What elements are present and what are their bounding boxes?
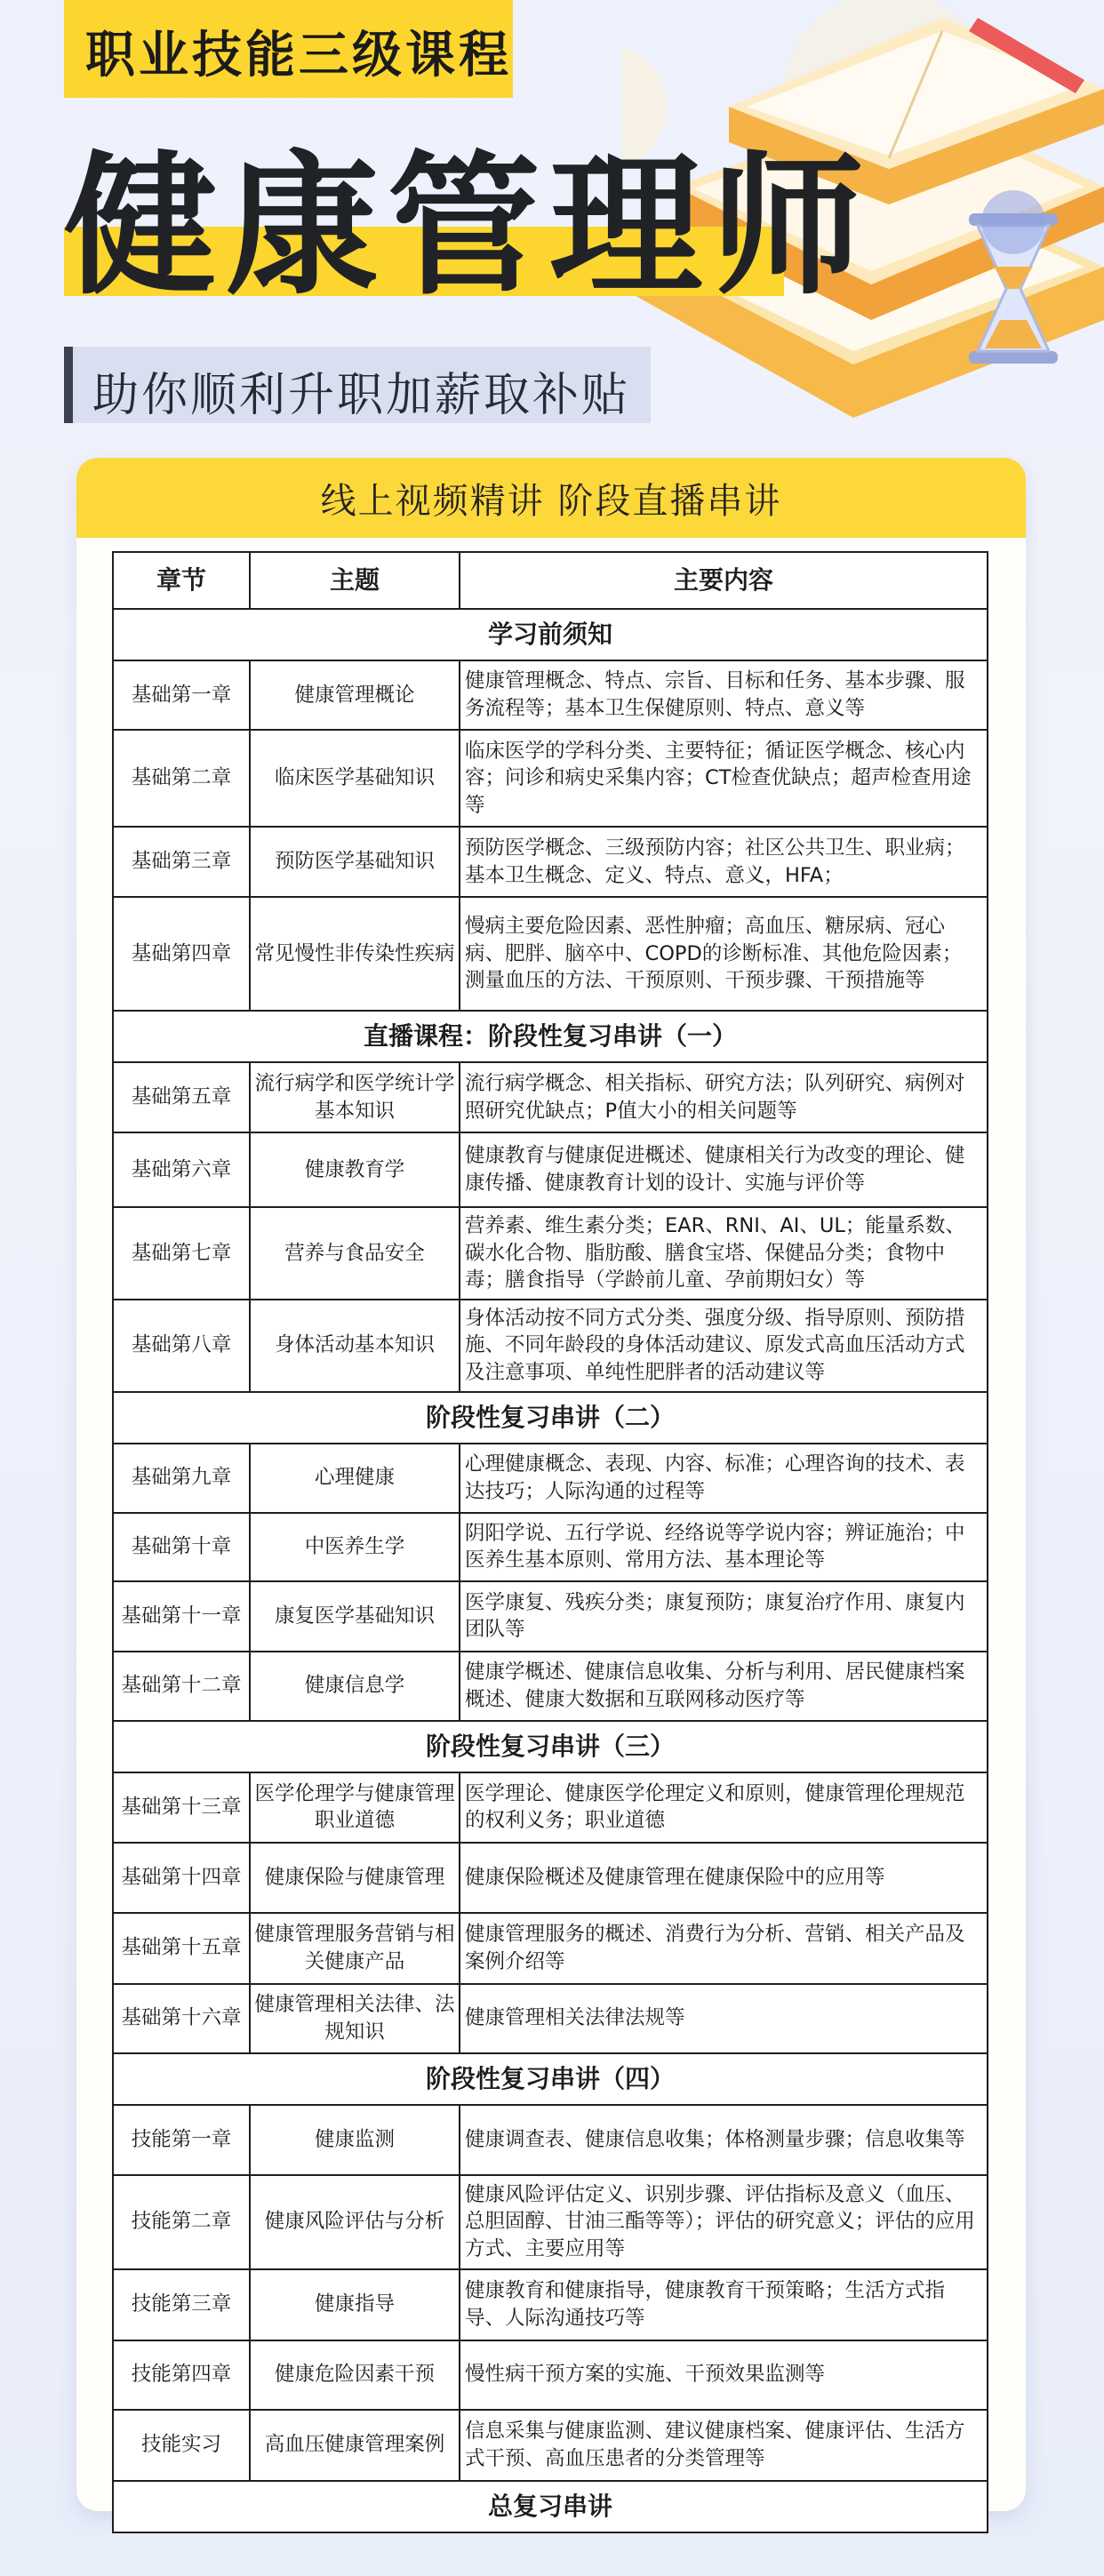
section-row	[113, 2481, 988, 2532]
content-cell: 心理健康概念、表现、内容、标准；心理咨询的技术、表达技巧；人际沟通的过程等	[460, 1444, 988, 1513]
topic-cell: 心理健康	[250, 1444, 460, 1513]
section-title: 阶段性复习串讲（三）	[113, 1721, 988, 1772]
chapter-cell: 技能第三章	[113, 2269, 250, 2340]
section-title: 阶段性复习串讲（四）	[113, 2053, 988, 2105]
chapter-cell: 基础第十一章	[113, 1581, 250, 1652]
topic-cell: 中医养生学	[250, 1513, 460, 1581]
topic-cell: 健康管理服务营销与相关健康产品	[250, 1913, 460, 1984]
section-row	[113, 2053, 988, 2105]
chapter-cell: 基础第十六章	[113, 1984, 250, 2053]
content-cell: 健康学概述、健康信息收集、分析与利用、居民健康档案概述、健康大数据和互联网移动医疗等	[460, 1652, 988, 1721]
table-row	[113, 2410, 988, 2481]
topic-cell: 健康管理概论	[250, 660, 460, 730]
topic-cell: 健康教育学	[250, 1132, 460, 1207]
table-row	[113, 2175, 988, 2269]
course-table	[112, 551, 988, 2533]
chapter-cell: 基础第七章	[113, 1207, 250, 1300]
topic-cell: 健康监测	[250, 2105, 460, 2175]
chapter-cell: 基础第十五章	[113, 1913, 250, 1984]
header-topic: 主题	[250, 552, 460, 609]
topic-cell: 高血压健康管理案例	[250, 2410, 460, 2481]
section-row	[113, 1011, 988, 1062]
topic-cell: 康复医学基础知识	[250, 1581, 460, 1652]
card-heading: 线上视频精讲 阶段直播串讲	[320, 480, 782, 522]
table-row	[113, 2269, 988, 2340]
chapter-cell: 基础第八章	[113, 1300, 250, 1392]
chapter-cell: 基础第十二章	[113, 1652, 250, 1721]
chapter-cell: 技能实习	[113, 2410, 250, 2481]
content-cell: 健康教育与健康促进概述、健康相关行为改变的理论、健康传播、健康教育计划的设计、实施与评价等	[460, 1132, 988, 1207]
content-cell: 慢病主要危险因素、恶性肿瘤；高血压、糖尿病、冠心病、肥胖、脑卒中、COPD的诊断标准、其他危险因素；测量血压的方法、干预原则、干预步骤、干预措施等	[460, 897, 988, 1011]
section-title: 学习前须知	[113, 609, 988, 660]
table-row	[113, 660, 988, 730]
topic-cell: 健康指导	[250, 2269, 460, 2340]
content-cell: 营养素、维生素分类；EAR、RNI、AI、UL；能量系数、碳水化合物、脂肪酸、膳食宝塔、保健品分类；食物中毒；膳食指导（学龄前儿童、孕前期妇女）等	[460, 1207, 988, 1300]
content-cell: 健康管理服务的概述、消费行为分析、营销、相关产品及案例介绍等	[460, 1913, 988, 1984]
topic-cell: 健康信息学	[250, 1652, 460, 1721]
topic-cell: 身体活动基本知识	[250, 1300, 460, 1392]
table-row	[113, 1652, 988, 1721]
content-cell: 信息采集与健康监测、建议健康档案、健康评估、生活方式干预、高血压患者的分类管理等	[460, 2410, 988, 2481]
table-row	[113, 1207, 988, 1300]
table-row	[113, 1843, 988, 1913]
content-cell: 流行病学概念、相关指标、研究方法；队列研究、病例对照研究优缺点；P值大小的相关问题等	[460, 1062, 988, 1132]
table-row	[113, 1772, 988, 1843]
topic-cell: 营养与食品安全	[250, 1207, 460, 1300]
section-title: 阶段性复习串讲（二）	[113, 1392, 988, 1444]
content-cell: 健康管理相关法律法规等	[460, 1984, 988, 2053]
section-row	[113, 1721, 988, 1772]
topic-cell: 健康风险评估与分析	[250, 2175, 460, 2269]
chapter-cell: 基础第二章	[113, 730, 250, 827]
chapter-cell: 技能第二章	[113, 2175, 250, 2269]
content-cell: 医学康复、残疾分类；康复预防；康复治疗作用、康复内团队等	[460, 1581, 988, 1652]
table-row	[113, 1132, 988, 1207]
section-title: 直播课程：阶段性复习串讲（一）	[113, 1011, 988, 1062]
content-cell: 健康风险评估定义、识别步骤、评估指标及意义（血压、总胆固醇、甘油三酯等等）；评估的研究意义；评估的应用方式、主要应用等	[460, 2175, 988, 2269]
content-cell: 健康管理概念、特点、宗旨、目标和任务、基本步骤、服务流程等；基本卫生保健原则、特点、意义等	[460, 660, 988, 730]
topic-cell: 医学伦理学与健康管理职业道德	[250, 1772, 460, 1843]
chapter-cell: 基础第九章	[113, 1444, 250, 1513]
subtitle-accent-bar	[64, 347, 73, 423]
chapter-cell: 基础第十三章	[113, 1772, 250, 1843]
content-cell: 慢性病干预方案的实施、干预效果监测等	[460, 2340, 988, 2410]
chapter-cell: 技能第一章	[113, 2105, 250, 2175]
chapter-cell: 基础第十四章	[113, 1843, 250, 1913]
chapter-cell: 基础第一章	[113, 660, 250, 730]
chapter-cell: 技能第四章	[113, 2340, 250, 2410]
table-row	[113, 1913, 988, 1984]
topic-cell: 健康保险与健康管理	[250, 1843, 460, 1913]
chapter-cell: 基础第四章	[113, 897, 250, 1011]
tagline: 职业技能三级课程	[85, 27, 512, 84]
topic-cell: 常见慢性非传染性疾病	[250, 897, 460, 1011]
header-chapter: 章节	[113, 552, 250, 609]
chapter-cell: 基础第十章	[113, 1513, 250, 1581]
table-header-row	[113, 552, 988, 609]
chapter-cell: 基础第五章	[113, 1062, 250, 1132]
table-row	[113, 1444, 988, 1513]
topic-cell: 预防医学基础知识	[250, 827, 460, 897]
table-row	[113, 1984, 988, 2053]
topic-cell: 临床医学基础知识	[250, 730, 460, 827]
table-row	[113, 1513, 988, 1581]
table-row	[113, 897, 988, 1011]
section-title: 总复习串讲	[113, 2481, 988, 2532]
table-row	[113, 1062, 988, 1132]
section-row	[113, 1392, 988, 1444]
table-row	[113, 1581, 988, 1652]
course-table-wrapper	[112, 551, 987, 2533]
content-cell: 健康调查表、健康信息收集；体格测量步骤；信息收集等	[460, 2105, 988, 2175]
content-cell: 身体活动按不同方式分类、强度分级、指导原则、预防措施、不同年龄段的身体活动建议、原发式高血压活动方式及注意事项、单纯性肥胖者的活动建议等	[460, 1300, 988, 1392]
content-cell: 临床医学的学科分类、主要特征；循证医学概念、核心内容；问诊和病史采集内容；CT检查优缺点；超声检查用途等	[460, 730, 988, 827]
section-row	[113, 609, 988, 660]
table-row	[113, 827, 988, 897]
chapter-cell: 基础第三章	[113, 827, 250, 897]
content-cell: 健康教育和健康指导，健康教育干预策略；生活方式指导、人际沟通技巧等	[460, 2269, 988, 2340]
table-row	[113, 730, 988, 827]
chapter-cell: 基础第六章	[113, 1132, 250, 1207]
page-title: 健康管理师	[64, 137, 873, 316]
table-row	[113, 2340, 988, 2410]
subtitle: 助你顺利升职加薪取补贴	[92, 369, 631, 422]
header-content: 主要内容	[460, 552, 988, 609]
topic-cell: 流行病学和医学统计学基本知识	[250, 1062, 460, 1132]
topic-cell: 健康危险因素干预	[250, 2340, 460, 2410]
content-cell: 健康保险概述及健康管理在健康保险中的应用等	[460, 1843, 988, 1913]
content-cell: 阴阳学说、五行学说、经络说等学说内容；辨证施治；中医养生基本原则、常用方法、基本理论等	[460, 1513, 988, 1581]
content-cell: 医学理论、健康医学伦理定义和原则，健康管理伦理规范的权利义务；职业道德	[460, 1772, 988, 1843]
content-cell: 预防医学概念、三级预防内容；社区公共卫生、职业病；基本卫生概念、定义、特点、意义，HFA；	[460, 827, 988, 897]
table-row	[113, 1300, 988, 1392]
topic-cell: 健康管理相关法律、法规知识	[250, 1984, 460, 2053]
table-row	[113, 2105, 988, 2175]
